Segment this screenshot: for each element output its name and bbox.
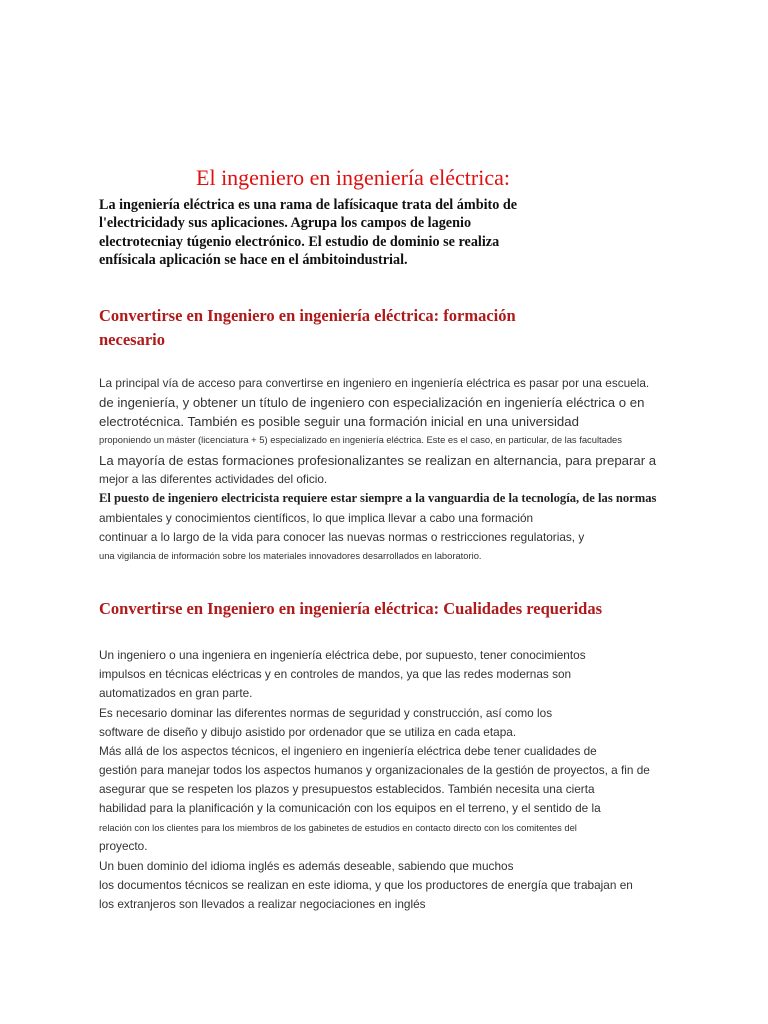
- section-heading-cualidades: Convertirse en Ingeniero en ingeniería eléctrica: Cualidades requeridas: [99, 599, 603, 618]
- body-line: asegurar que se respeten los plazos y presupuestos establecidos. También necesita una cierta: [99, 782, 595, 796]
- body-line: habilidad para la planificación y la comunicación con los equipos en el terreno, y el sentido de la: [99, 801, 601, 815]
- page-title: El ingeniero en ingeniería eléctrica:: [196, 165, 510, 190]
- body-line: de ingeniería, y obtener un título de ingeniero con especialización en ingeniería eléctrica o en: [99, 395, 645, 410]
- body-line: Un ingeniero o una ingeniera en ingeniería eléctrica debe, por supuesto, tener conocimientos: [99, 648, 586, 662]
- body-line: ambientales y conocimientos científicos, lo que implica llevar a cabo una formación: [99, 511, 534, 525]
- body-line: Un buen dominio del idioma inglés es además deseable, sabiendo que muchos: [99, 859, 514, 873]
- body-line: Es necesario dominar las diferentes normas de seguridad y construcción, así como los: [99, 706, 553, 720]
- body-line: proponiendo un máster (licenciatura + 5) especializado en ingeniería eléctrica. Este es el caso, en particular, de las facultades: [99, 434, 622, 445]
- body-line: relación con los clientes para los miembros de los gabinetes de estudios en contacto directo con los comitentes del: [99, 822, 577, 833]
- body-line: software de diseño y dibujo asistido por ordenador que se utiliza en cada etapa.: [99, 725, 517, 739]
- body-line-bold: El puesto de ingeniero electricista requiere estar siempre a la vanguardia de la tecnología, de las normas: [99, 491, 657, 505]
- intro-paragraph: [99, 196, 569, 269]
- body-line: automatizados en gran parte.: [99, 686, 253, 700]
- body-line: La mayoría de estas formaciones profesionalizantes se realizan en alternancia, para preparar a: [99, 453, 657, 468]
- intro-line: enfísicala aplicación se hace en el ámbitoindustrial.: [99, 251, 408, 268]
- intro-line: l'electricidady sus aplicaciones. Agrupa los campos de lagenio: [99, 215, 472, 232]
- heading-line: necesario: [99, 330, 165, 349]
- section-heading-formacion: [99, 304, 569, 352]
- body-line: los documentos técnicos se realizan en este idioma, y que los productores de energía que trabajan en: [99, 878, 633, 892]
- heading-line: Convertirse en Ingeniero en ingeniería eléctrica: formación: [99, 306, 516, 325]
- body-line: La principal vía de acceso para convertirse en ingeniero en ingeniería eléctrica es pasar por una escuela.: [99, 376, 650, 390]
- intro-line: La ingeniería eléctrica es una rama de lafísicaque trata del ámbito de: [99, 197, 518, 213]
- body-line: una vigilancia de información sobre los materiales innovadores desarrollados en laboratorio.: [99, 550, 482, 561]
- body-line: proyecto.: [99, 839, 148, 853]
- body-line: gestión para manejar todos los aspectos humanos y organizacionales de la gestión de proyectos, a fin de: [99, 763, 650, 777]
- body-line: electrotécnica. También es posible seguir una formación inicial en una universidad: [99, 414, 579, 429]
- body-line: continuar a lo largo de la vida para conocer las nuevas normas o restricciones regulatorias, y: [99, 530, 585, 544]
- body-line: mejor a las diferentes actividades del oficio.: [99, 472, 328, 486]
- body-line: Más allá de los aspectos técnicos, el ingeniero en ingeniería eléctrica debe tener cualidades de: [99, 744, 597, 758]
- intro-line: electrotecniay túgenio electrónico. El estudio de dominio se realiza: [99, 233, 500, 250]
- body-line: los extranjeros son llevados a realizar negociaciones en inglés: [99, 897, 426, 911]
- body-line: impulsos en técnicas eléctricas y en controles de mandos, ya que las redes modernas son: [99, 667, 572, 681]
